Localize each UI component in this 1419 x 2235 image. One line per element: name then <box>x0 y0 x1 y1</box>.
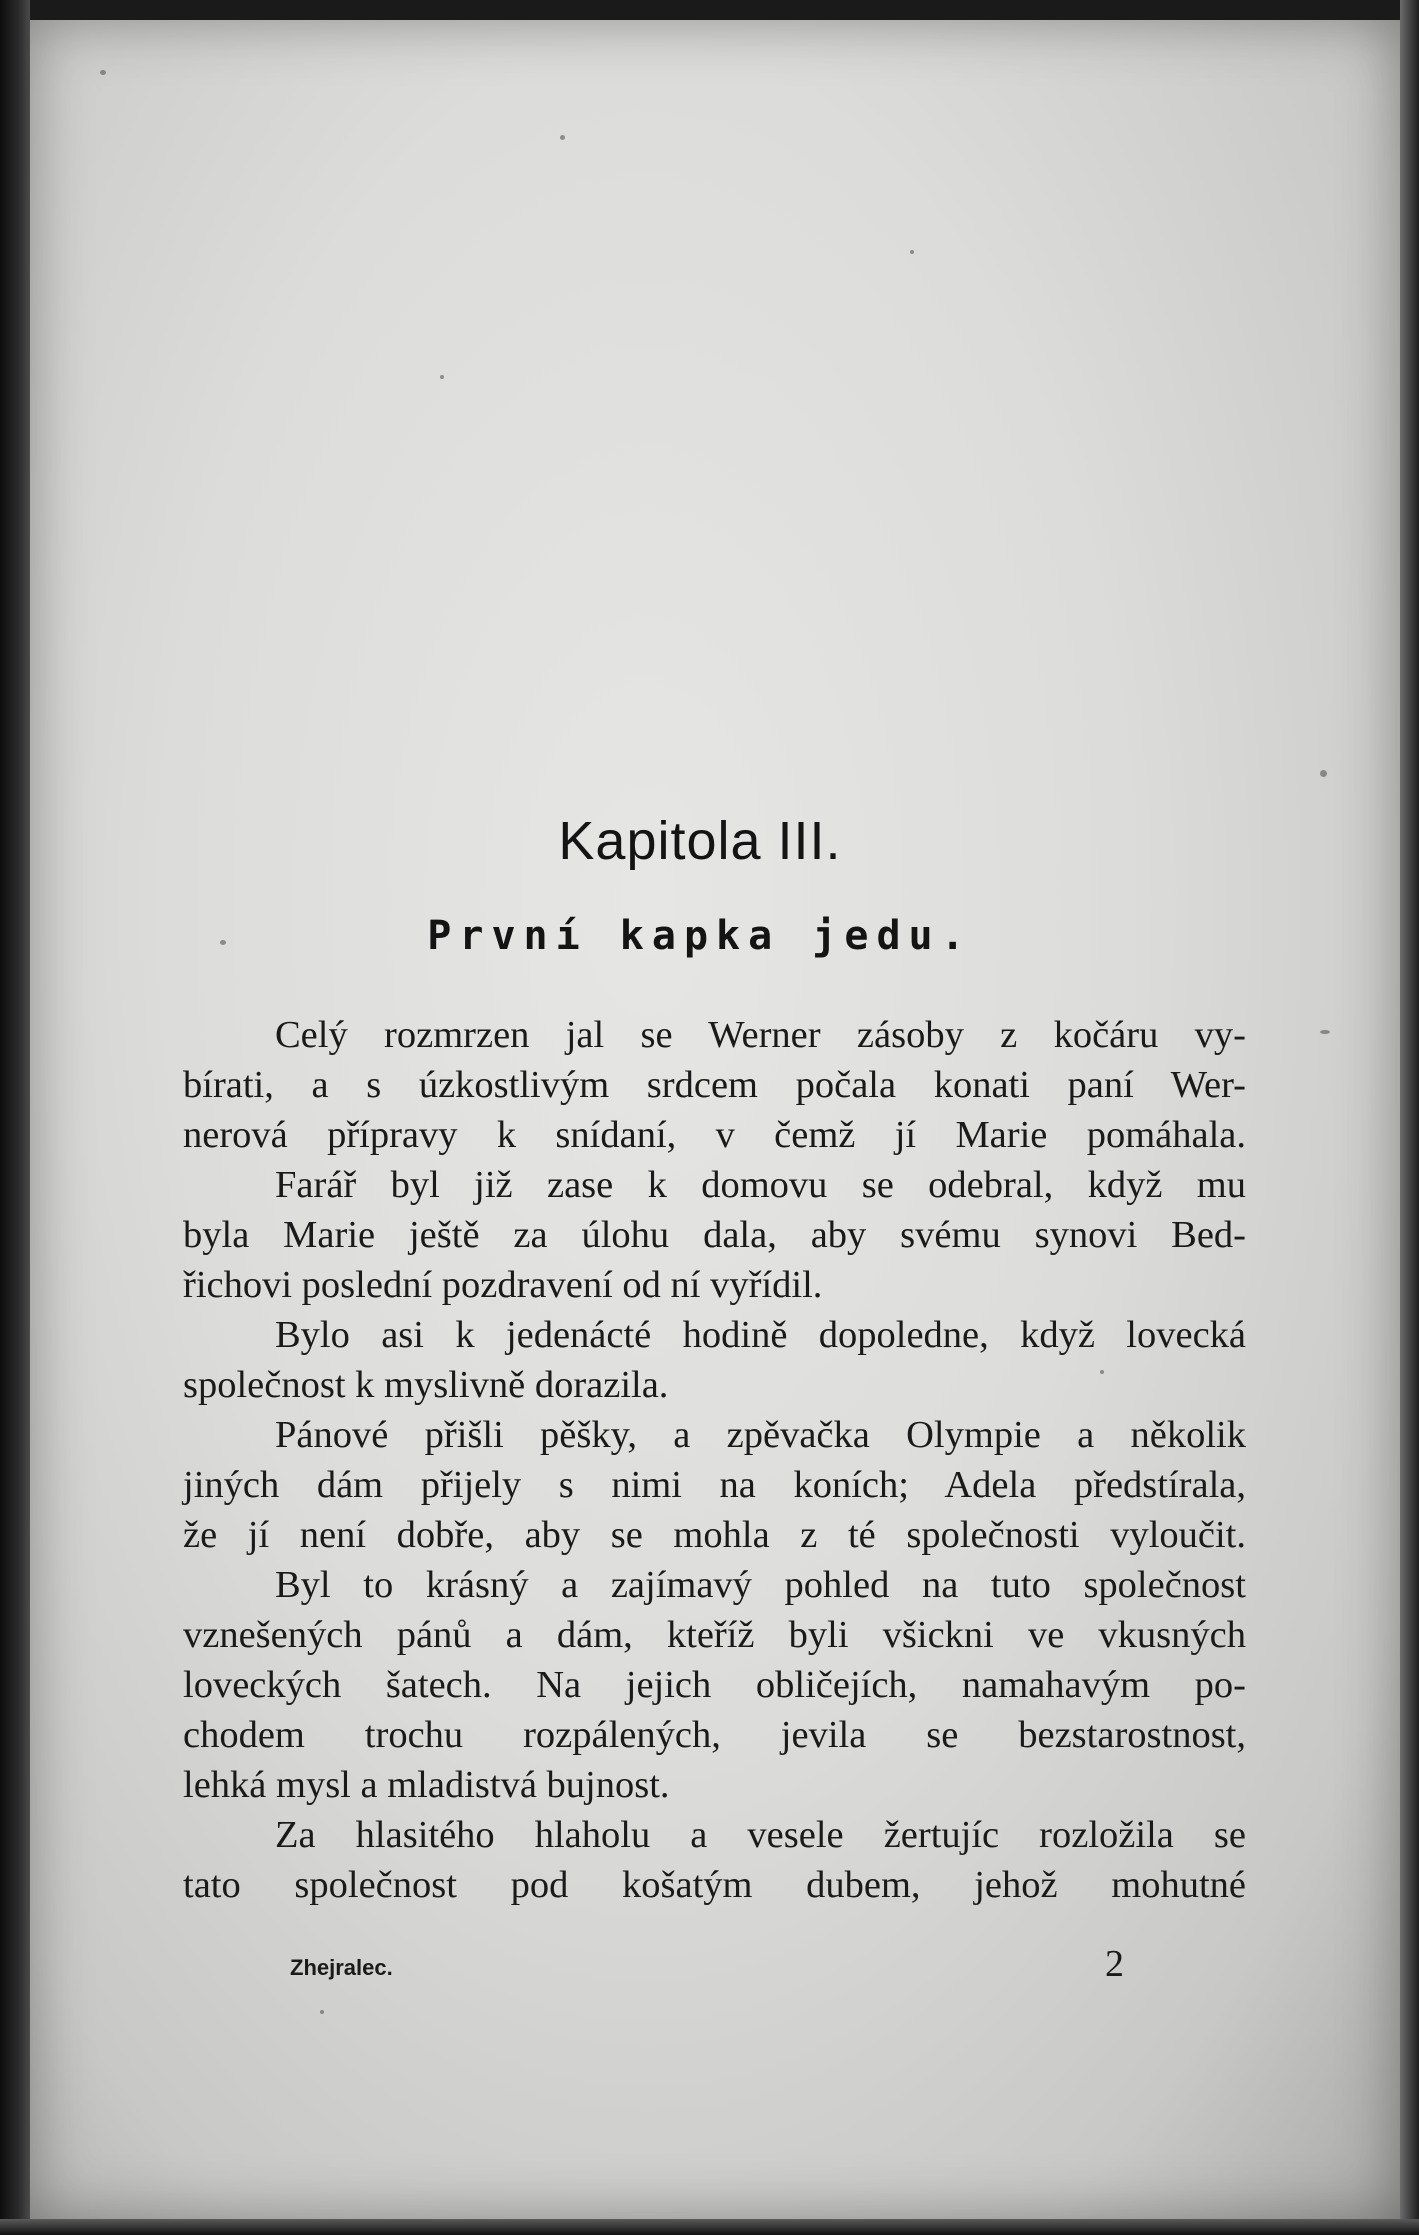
text-line: Za hlasitého hlaholu a vesele žertujíc rozložila se <box>275 1814 1246 1856</box>
chapter-subtitle: První kapka jedu. <box>427 913 973 959</box>
text-line: vznešených pánů a dám, kteříž byli všickni ve vkusných <box>183 1614 1246 1656</box>
book-spine-shadow <box>0 0 30 2235</box>
page-bottom-shadow <box>0 2219 1419 2235</box>
text-line: Byl to krásný a zajímavý pohled na tuto společnost <box>275 1564 1246 1606</box>
body-text <box>183 1010 1246 1910</box>
text-line: lehká mysl a mladistvá bujnost. <box>183 1764 670 1806</box>
text-line: chodem trochu rozpálených, jevila se bezstarostnost, <box>183 1714 1246 1756</box>
text-line: loveckých šatech. Na jejich obličejích, namahavým po- <box>183 1664 1246 1706</box>
text-line: nerová přípravy k snídaní, v čemž jí Marie pomáhala. <box>183 1114 1246 1156</box>
text-line: bírati, a s úzkostlivým srdcem počala konati paní Wer- <box>183 1064 1246 1106</box>
chapter-title: Kapitola III. <box>558 811 842 871</box>
book-page <box>30 20 1400 2220</box>
sheet-number: 2 <box>1105 1943 1124 1985</box>
text-line: jiných dám přijely s nimi na koních; Adela předstírala, <box>183 1464 1246 1506</box>
text-line: Bylo asi k jedenácté hodině dopoledne, když lovecká <box>275 1314 1246 1356</box>
text-line: Celý rozmrzen jal se Werner zásoby z kočáru vy- <box>275 1014 1246 1056</box>
text-line: byla Marie ještě za úlohu dala, aby svému synovi Bed- <box>183 1214 1246 1256</box>
page-right-shadow <box>1400 0 1419 2235</box>
printer-signature: Zhejralec. <box>290 1955 393 1980</box>
paper-speck <box>100 70 106 75</box>
text-line: Pánové přišli pěšky, a zpěvačka Olympie a několik <box>275 1414 1246 1456</box>
text-line: tato společnost pod košatým dubem, jehož mohutné <box>183 1864 1246 1906</box>
paper-speck <box>1320 770 1327 777</box>
paper-speck <box>910 250 914 254</box>
text-line: Farář byl již zase k domovu se odebral, když mu <box>275 1164 1246 1206</box>
paper-speck <box>560 135 565 140</box>
paper-speck <box>1320 1030 1330 1034</box>
text-line: řichovi poslední pozdravení od ní vyřídil. <box>183 1264 823 1306</box>
text-line: že jí není dobře, aby se mohla z té společnosti vyloučit. <box>183 1514 1246 1556</box>
paper-speck <box>320 2010 324 2014</box>
paper-speck <box>440 375 444 379</box>
text-line: společnost k myslivně dorazila. <box>183 1364 669 1406</box>
